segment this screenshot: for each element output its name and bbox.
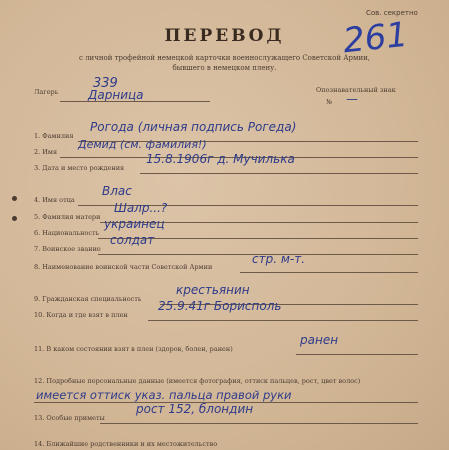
id-tag-no-label: № [326, 98, 333, 106]
field-label-rank: 7. Воинское звание [34, 245, 101, 253]
field-value-rank: солдат [110, 233, 155, 247]
field-value-name: Демид (см. фамилия!) [78, 138, 207, 151]
secrecy-label: Сов. секретно [366, 9, 418, 17]
field-label-relatives: 14. Ближайшие родственники и их местожительство [34, 440, 218, 448]
field-value-father: Влас [102, 184, 132, 198]
field-underline [148, 320, 418, 321]
field-value-marks: рост 152, блондин [136, 402, 254, 416]
handwritten-number: 261 [341, 14, 410, 62]
field-value-captured: 25.9.41г Борисполь [158, 299, 282, 313]
field-label-condition: 11. В каком состоянии взят в плен (здоров, болен, ранен) [34, 345, 233, 353]
field-label-personal: 12. Подробные персональные данные (имеется фотография, оттиск пальцев, рост, цвет волос) [34, 377, 361, 385]
punch-hole [12, 196, 17, 201]
field-label-name: 2. Имя [34, 148, 58, 156]
field-label-birth: 3. Дата и место рождения [34, 164, 125, 172]
field-underline [296, 354, 418, 355]
id-tag-value: — [346, 92, 358, 106]
subtitle-line-1: с личной трофейной немецкой карточки военнослужащего Советской Армии, [78, 54, 371, 62]
punch-hole [12, 216, 17, 221]
document-subtitle [0, 53, 449, 73]
id-tag-label: Опознавательный знак [316, 86, 396, 94]
field-label-captured: 10. Когда и где взят в плен [34, 311, 128, 319]
field-label-surname: 1. Фамилия [34, 132, 74, 140]
camp-underline [60, 101, 210, 102]
field-value-surname: Рогода (личная подпись Рогеда) [90, 120, 297, 134]
field-underline [140, 173, 418, 174]
field-label-specialty: 9. Гражданская специальность [34, 295, 142, 303]
field-value-birth: 15.8.1906г д. Мучилька [146, 152, 295, 166]
field-underline [240, 272, 418, 273]
field-label-marks: 13. Особые приметы [34, 414, 105, 422]
field-label-nationality: 6. Национальность [34, 229, 100, 237]
field-value-specialty: крестьянин [176, 283, 250, 297]
field-value-mother: Шалр...? [114, 201, 168, 215]
field-label-unit: 8. Наименование воинской части Советской Армии [34, 263, 213, 271]
field-value-personal: имеется оттиск указ. пальца правой руки [36, 388, 292, 402]
field-value-unit: стр. м-т. [252, 252, 306, 266]
field-underline [100, 423, 418, 424]
field-value-nationality: украинец [104, 217, 165, 231]
field-label-father: 4. Имя отца [34, 196, 75, 204]
camp-label: Лагерь [34, 88, 59, 96]
camp-name: Дарница [88, 88, 144, 102]
document-title: ПЕРЕВОД [164, 26, 285, 46]
camp-number: 339 [93, 76, 118, 91]
subtitle-line-2: бывшего в немецком плену. [172, 64, 277, 72]
field-label-mother: 5. Фамилия матери [34, 213, 101, 221]
field-value-condition: ранен [300, 333, 339, 347]
